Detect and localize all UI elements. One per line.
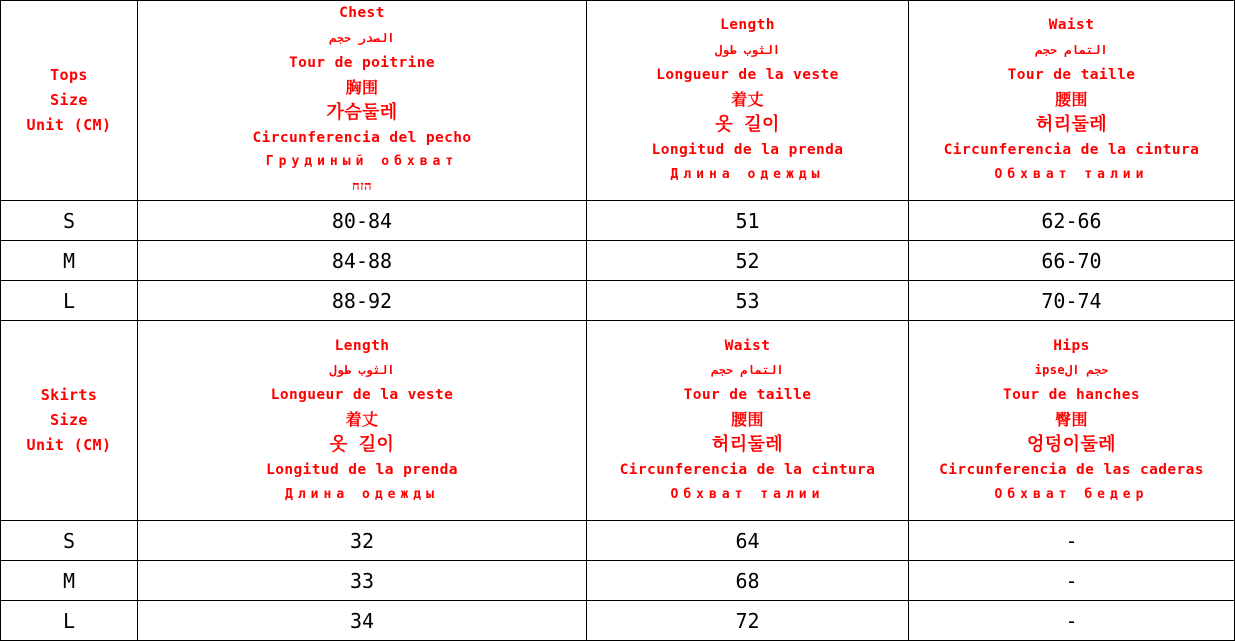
header-line-lat: Waist xyxy=(1048,17,1095,34)
header-line-lat: Circunferencia de la cintura xyxy=(619,462,876,479)
header-line-kor: 허리둘레 xyxy=(711,434,784,456)
unit-label: Unit (CM) xyxy=(26,436,112,455)
table-row xyxy=(1,201,1235,241)
skirts-unit-cell xyxy=(1,321,138,521)
length-value: 52 xyxy=(587,241,909,281)
length-value: 34 xyxy=(138,601,587,641)
header-line-cjk: 臀围 xyxy=(1055,410,1088,430)
header-line-cjk: 着丈 xyxy=(731,90,764,110)
hips-value: - xyxy=(909,561,1235,601)
table-row xyxy=(1,601,1235,641)
header-line-cjk: 腰围 xyxy=(1055,90,1088,110)
header-line-cyr: Обхват талии xyxy=(670,487,825,503)
header-line-ar: التمام حجم xyxy=(711,363,784,378)
skirts-length-header xyxy=(138,321,587,521)
skirts-header-row xyxy=(1,321,1235,521)
table-row xyxy=(1,281,1235,321)
header-line-ar: الثوب طول xyxy=(329,363,395,378)
length-value: 51 xyxy=(587,201,909,241)
tops-chest-header xyxy=(138,1,587,201)
chest-value: 88-92 xyxy=(138,281,587,321)
skirts-waist-header xyxy=(587,321,909,521)
tops-header-row xyxy=(1,1,1235,201)
header-line-lat: Circunferencia de la cintura xyxy=(943,141,1200,158)
header-line-he: הזח xyxy=(352,179,372,195)
skirts-label: Skirts xyxy=(40,386,98,405)
header-line-lat: Waist xyxy=(724,337,771,354)
header-line-lat: Chest xyxy=(339,5,385,21)
header-line-ar: الثوب طول xyxy=(714,43,781,58)
header-line-cyr: Обхват талии xyxy=(994,166,1149,182)
waist-value: 64 xyxy=(587,521,909,561)
header-line-lat: Longitud de la prenda xyxy=(651,141,844,158)
waist-value: 68 xyxy=(587,561,909,601)
size-cell: M xyxy=(1,561,138,601)
size-cell: S xyxy=(1,521,138,561)
size-cell: L xyxy=(1,281,138,321)
header-line-lat: Tour de poitrine xyxy=(288,54,436,71)
header-line-lat: Tour de taille xyxy=(683,387,812,404)
header-line-lat: Circunferencia del pecho xyxy=(252,129,472,146)
header-line-cjk: 胸围 xyxy=(345,77,379,97)
tops-length-header xyxy=(587,1,909,201)
hips-value: - xyxy=(909,521,1235,561)
tops-label: Tops xyxy=(50,66,88,85)
waist-value: 66-70 xyxy=(909,241,1235,281)
header-line-cjk: 着丈 xyxy=(345,410,379,430)
table-row xyxy=(1,561,1235,601)
header-line-lat: Longitud de la prenda xyxy=(266,462,458,479)
header-line-lat: Longueur de la veste xyxy=(270,387,454,404)
tops-unit-cell xyxy=(1,1,138,201)
size-label: Size xyxy=(50,91,88,110)
header-line-ar: الصدر حجم xyxy=(329,30,395,45)
waist-value: 62-66 xyxy=(909,201,1235,241)
header-line-wrap: Circunferencia de las caderas xyxy=(939,462,1204,479)
header-line-kor: 엉덩이둘레 xyxy=(1027,434,1116,456)
length-value: 33 xyxy=(138,561,587,601)
header-line-cyr: Длина одежды xyxy=(285,487,439,503)
header-line-lat: Length xyxy=(720,17,775,34)
length-value: 53 xyxy=(587,281,909,321)
header-line-kor: 가슴둘레 xyxy=(326,101,398,123)
size-cell: L xyxy=(1,601,138,641)
waist-value: 72 xyxy=(587,601,909,641)
size-cell: S xyxy=(1,201,138,241)
hips-value: - xyxy=(909,601,1235,641)
header-line-lat: Longueur de la veste xyxy=(656,67,839,84)
header-line-lat: Hips xyxy=(1053,337,1090,354)
header-line-ar: حجم الipse xyxy=(1034,363,1109,378)
tops-waist-header xyxy=(909,1,1235,201)
header-line-cyr: Грудиный обхват xyxy=(265,154,459,170)
length-value: 32 xyxy=(138,521,587,561)
waist-value: 70-74 xyxy=(909,281,1235,321)
header-line-lat: Tour de hanches xyxy=(1003,387,1140,404)
header-line-cyr: Обхват бедер xyxy=(994,487,1149,503)
skirts-hips-header xyxy=(909,321,1235,521)
size-label: Size xyxy=(50,411,88,430)
header-line-ar: التمام حجم xyxy=(1035,43,1108,58)
header-line-cjk: 腰围 xyxy=(731,410,764,430)
chest-value: 80-84 xyxy=(138,201,587,241)
header-line-lat: Length xyxy=(334,337,390,354)
header-line-kor: 옷 길이 xyxy=(715,114,780,136)
header-line-cyr: Длина одежды xyxy=(670,166,825,182)
size-cell: M xyxy=(1,241,138,281)
header-line-kor: 허리둘레 xyxy=(1035,114,1108,136)
header-line-kor: 옷 길이 xyxy=(329,434,395,456)
header-line-lat: Tour de taille xyxy=(1007,67,1136,84)
chest-value: 84-88 xyxy=(138,241,587,281)
unit-label: Unit (CM) xyxy=(26,116,112,135)
table-row xyxy=(1,521,1235,561)
table-row xyxy=(1,241,1235,281)
